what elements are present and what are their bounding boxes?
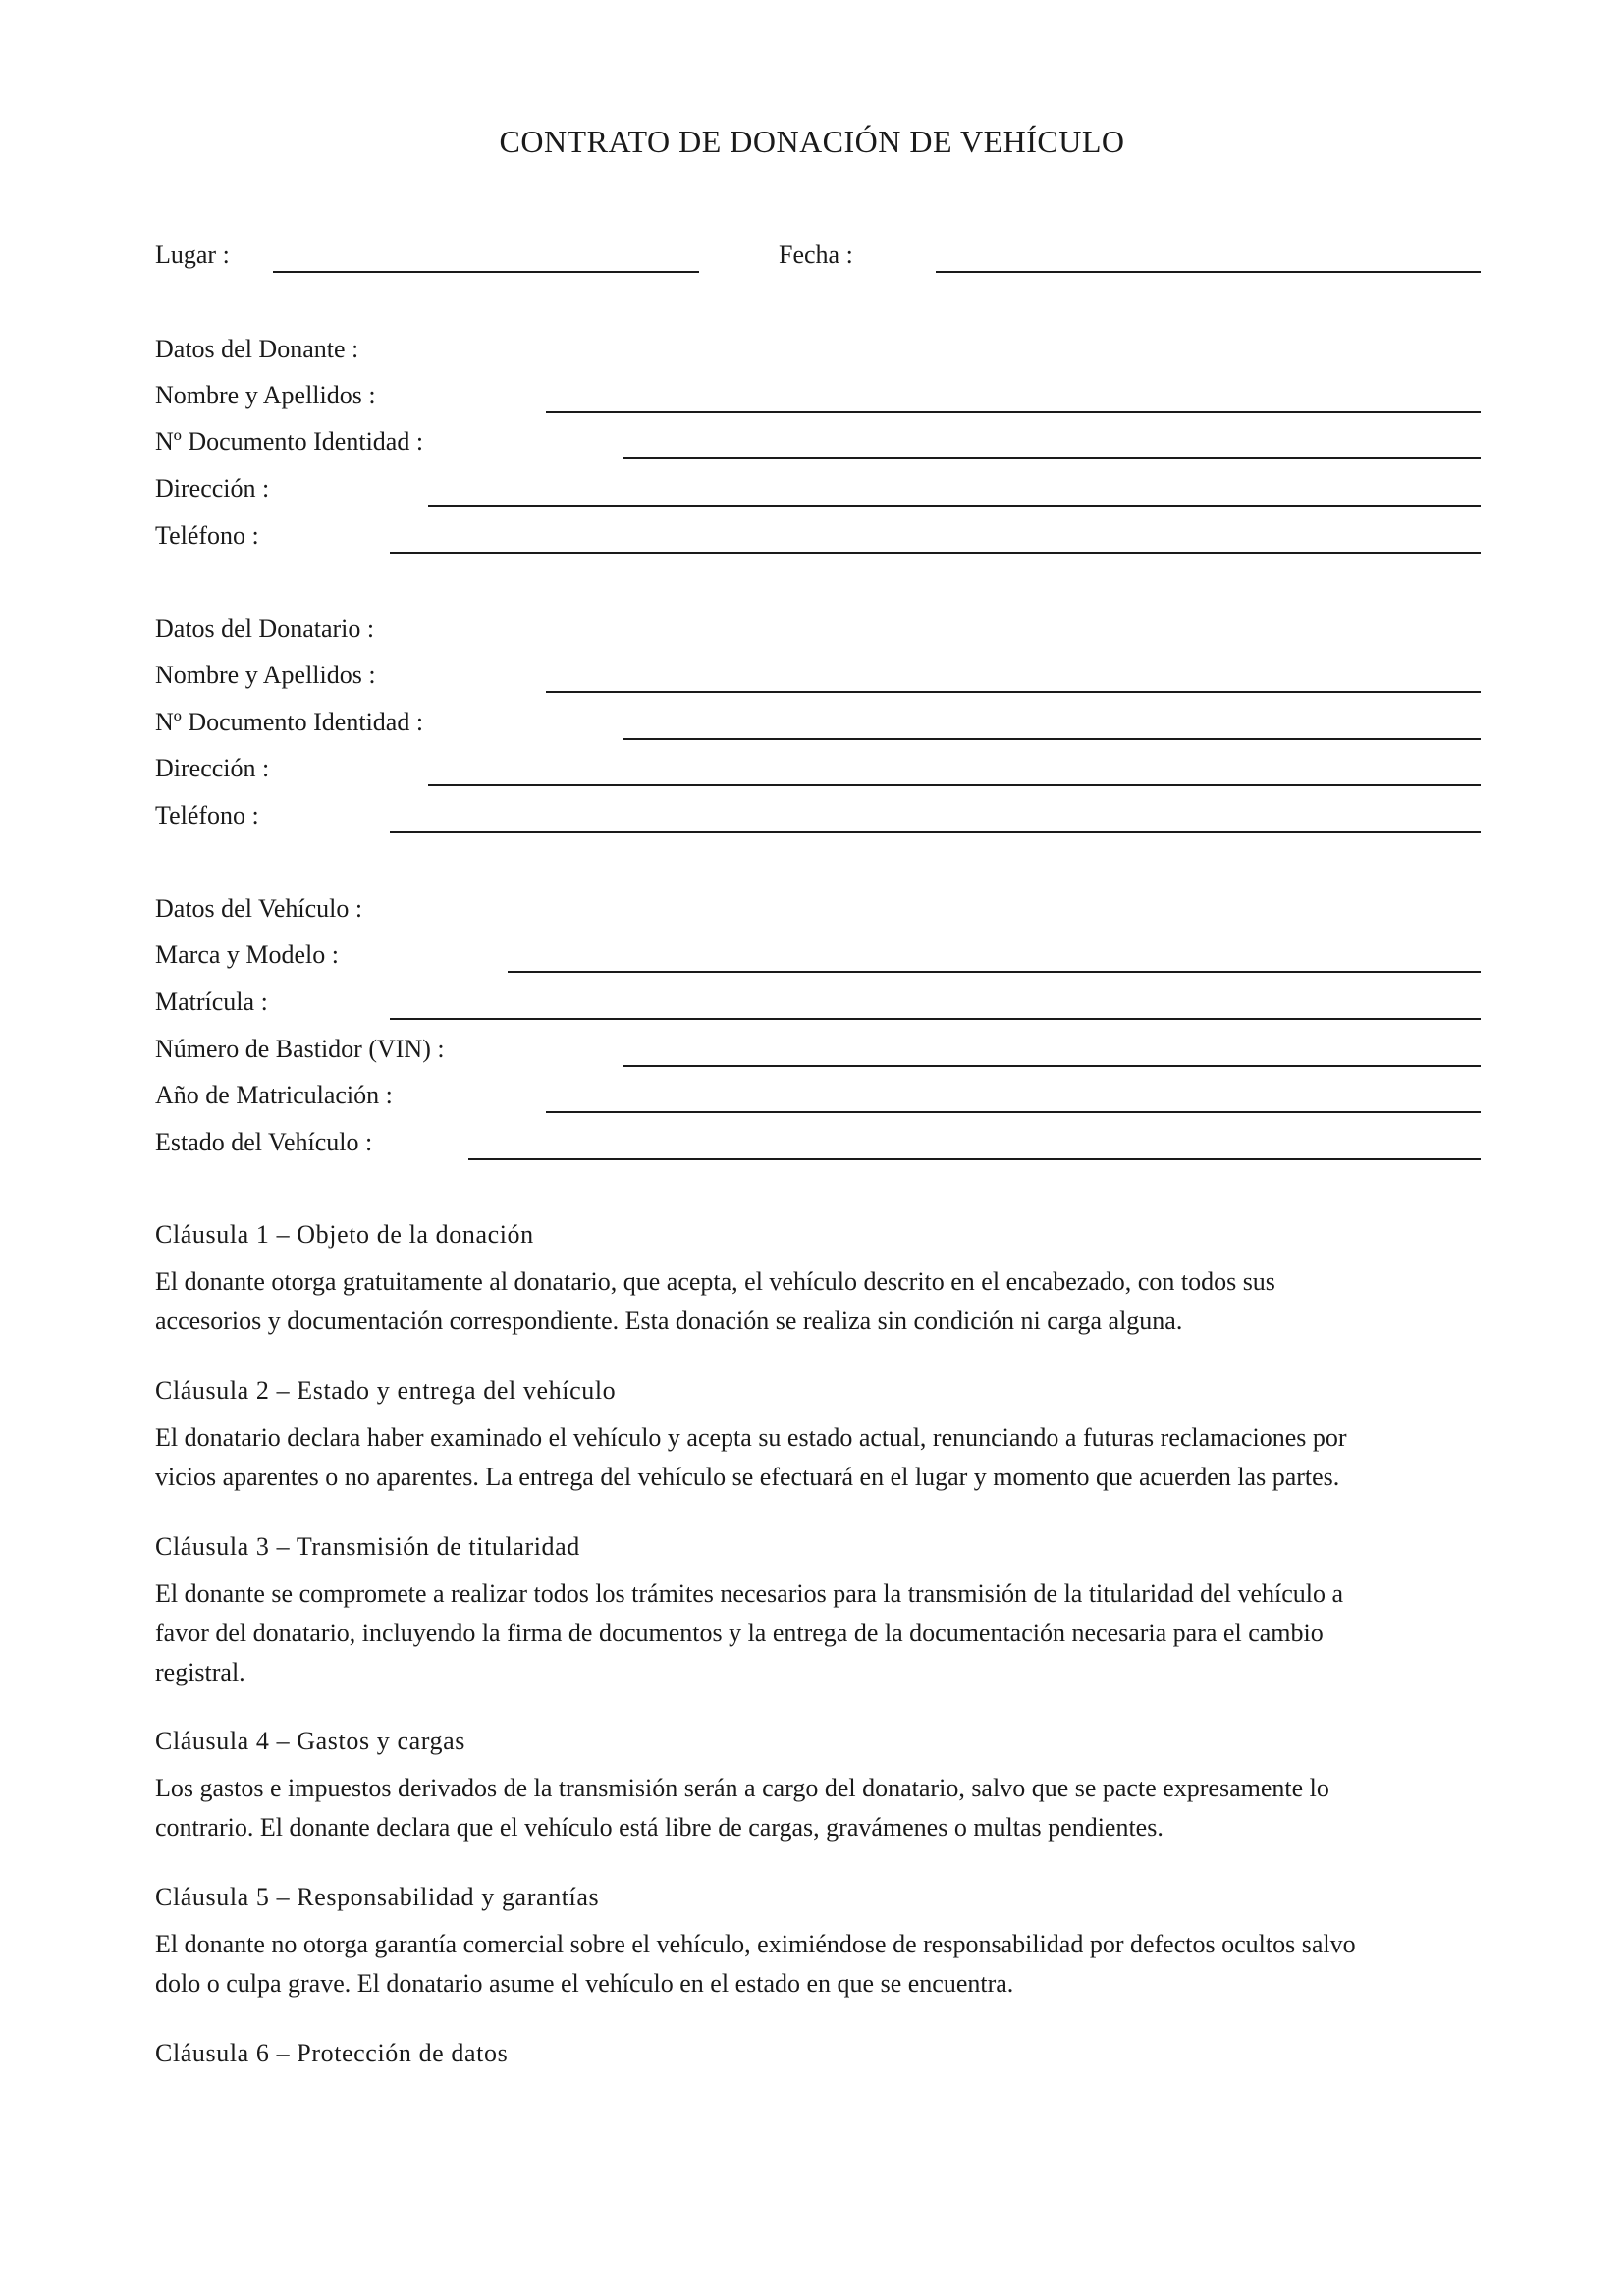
clause-5-body [155,1925,1490,2003]
donor-name-field[interactable] [155,374,1481,417]
clause-2-line-1: El donatario declara haber examinado el vehículo y acepta su estado actual, renunciando a futuras reclamaciones por [155,1423,1347,1452]
clause-3-title: Cláusula 3 – Transmisión de titularidad [155,1532,580,1561]
donor-name-blank-line[interactable] [546,411,1481,413]
clause-1-title: Cláusula 1 – Objeto de la donación [155,1220,534,1249]
donee-name-field[interactable] [155,654,1481,697]
donor-heading: Datos del Donante : [155,335,359,363]
vehicle-year-label: Año de Matriculación : [155,1081,393,1109]
place-field[interactable] [155,234,705,277]
donee-address-label: Dirección : [155,754,270,782]
vehicle-condition-blank-line[interactable] [468,1158,1481,1160]
donor-id-field[interactable] [155,420,1481,463]
vehicle-plate-label: Matrícula : [155,988,268,1016]
clause-5-title: Cláusula 5 – Responsabilidad y garantías [155,1883,600,1911]
donor-phone-blank-line[interactable] [390,552,1481,554]
donee-id-field[interactable] [155,701,1481,744]
vehicle-vin-blank-line[interactable] [623,1065,1481,1067]
vehicle-year-blank-line[interactable] [546,1111,1481,1113]
clause-4-body [155,1769,1490,1847]
clause-2-line-2: vicios aparentes o no aparentes. La entrega del vehículo se efectuará en el lugar y momento que acuerden las partes. [155,1463,1340,1491]
donor-phone-label: Teléfono : [155,521,259,550]
clause-3-line-3: registral. [155,1658,245,1686]
donee-id-blank-line[interactable] [623,738,1481,740]
clause-5-line-2: dolo o culpa grave. El donatario asume el vehículo en el estado en que se encuentra. [155,1969,1014,1998]
donee-id-label: Nº Documento Identidad : [155,708,424,736]
donee-name-label: Nombre y Apellidos : [155,661,376,689]
vehicle-vin-field[interactable] [155,1028,1481,1071]
donor-id-label: Nº Documento Identidad : [155,427,424,455]
vehicle-condition-field[interactable] [155,1121,1481,1164]
clause-3-line-2: favor del donatario, incluyendo la firma de documentos y la entrega de la documentación necesaria para el cambio [155,1619,1324,1647]
place-blank-line[interactable] [273,271,699,273]
document-title: CONTRATO DE DONACIÓN DE VEHÍCULO [499,124,1125,159]
donor-address-blank-line[interactable] [428,505,1481,507]
vehicle-make-label: Marca y Modelo : [155,940,340,969]
donor-id-blank-line[interactable] [623,457,1481,459]
donee-address-blank-line[interactable] [428,784,1481,786]
date-label: Fecha : [779,240,853,269]
clause-3-body [155,1575,1490,1692]
vehicle-vin-label: Número de Bastidor (VIN) : [155,1035,445,1063]
donor-address-field[interactable] [155,467,1481,510]
vehicle-condition-label: Estado del Vehículo : [155,1128,373,1156]
donee-name-blank-line[interactable] [546,691,1481,693]
vehicle-heading: Datos del Vehículo : [155,894,363,923]
clause-4-line-2: contrario. El donante declara que el vehículo está libre de cargas, gravámenes o multas pendientes. [155,1813,1164,1842]
clause-1-line-1: El donante otorga gratuitamente al donatario, que acepta, el vehículo descrito en el encabezado, con todos sus [155,1267,1275,1296]
donor-phone-field[interactable] [155,514,1481,558]
donee-phone-blank-line[interactable] [390,831,1481,833]
vehicle-year-field[interactable] [155,1074,1481,1117]
vehicle-plate-field[interactable] [155,981,1481,1024]
clause-1-body [155,1262,1490,1341]
clause-6-title: Cláusula 6 – Protección de datos [155,2039,509,2067]
donor-name-label: Nombre y Apellidos : [155,381,376,409]
clause-2-title: Cláusula 2 – Estado y entrega del vehículo [155,1376,617,1405]
vehicle-plate-blank-line[interactable] [390,1018,1481,1020]
vehicle-make-field[interactable] [155,934,1481,977]
clause-2-body [155,1418,1490,1497]
clause-4-title: Cláusula 4 – Gastos y cargas [155,1727,465,1755]
place-label: Lugar : [155,240,230,269]
donee-phone-field[interactable] [155,794,1481,837]
clause-5-line-1: El donante no otorga garantía comercial sobre el vehículo, eximiéndose de responsabilidad por defectos ocultos salvo [155,1930,1356,1958]
donee-heading: Datos del Donatario : [155,614,375,643]
clause-4-line-1: Los gastos e impuestos derivados de la transmisión serán a cargo del donatario, salvo que se pacte expresamente lo [155,1774,1329,1802]
donee-address-field[interactable] [155,747,1481,790]
clause-3-line-1: El donante se compromete a realizar todos los trámites necesarios para la transmisión de la titularidad del vehículo a [155,1579,1344,1608]
donee-phone-label: Teléfono : [155,801,259,829]
donor-address-label: Dirección : [155,474,270,503]
clause-1-line-2: accesorios y documentación correspondiente. Esta donación se realiza sin condición ni carga alguna. [155,1307,1183,1335]
vehicle-make-blank-line[interactable] [508,971,1481,973]
date-field[interactable] [779,234,1481,277]
date-blank-line[interactable] [936,271,1481,273]
